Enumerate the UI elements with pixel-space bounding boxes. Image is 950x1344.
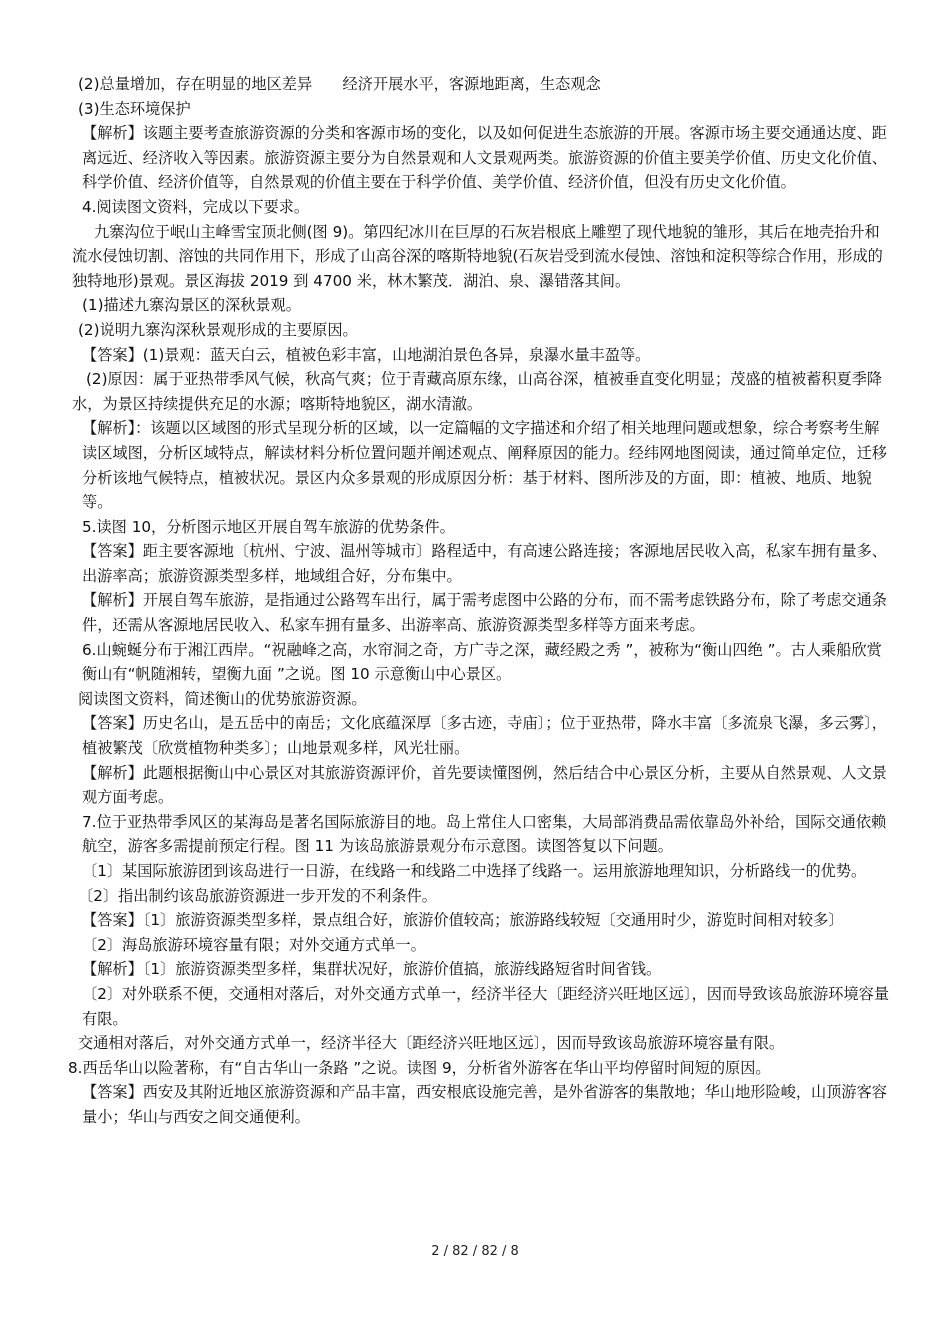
paragraph-18: 7.位于亚热带季风区的某海岛是著名国际旅游目的地。岛上常住人口密集，大局部消费品需依靠岛外补给，国际交通依赖航空，游客多需提前预定行程。图 11 为该岛旅游景观分布示意图。读图答复以下问题。: [82, 812, 887, 856]
paragraph-15: 阅读图文资料，简述衡山的优势旅游资源。: [78, 689, 367, 708]
paragraph-23: 【解析】〔1〕旅游资源类型多样，集群状况好，旅游价值搞，旅游线路短省时间省钱。: [82, 960, 662, 979]
paragraph-22: 〔2〕海岛旅游环境容量有限；对外交通方式单一。: [82, 935, 426, 954]
paragraph-17: 【解析】此题根据衡山中心景区对其旅游资源评价，首先要读懂图例，然后结合中心景区分析，主要从自然景观、人文景观方面考虑。: [82, 763, 887, 807]
paragraph-21: 【答案】〔1〕旅游资源类型多样，景点组合好，旅游价值较高；旅游路线较短〔交通用时少，游览时间相对较多〕: [82, 911, 844, 930]
paragraph-1: (2)总量增加，存在明显的地区差异 经济开展水平，客源地距离，生态观念: [78, 75, 601, 93]
paragraph-4: 4.阅读图文资料，完成以下要求。: [82, 197, 310, 216]
paragraph-11: 5.读图 10，分析图示地区开展自驾车旅游的优势条件。: [82, 517, 455, 536]
paragraph-27: 【答案】西安及其附近地区旅游资源和产品丰富，西安根底设施完善，是外省游客的集散地；华山地形险峻，山顶游客容量小；华山与西安之间交通便利。: [82, 1083, 887, 1126]
paragraph-2: (3)生态环境保护: [78, 99, 191, 118]
paragraph-19: 〔1〕某国际旅游团到该岛进行一日游，在线路一和线路二中选择了线路一。运用旅游地理知识，分析路线一的优势。: [82, 862, 867, 880]
paragraph-25: 交通相对落后，对外交通方式单一，经济半径大〔距经济兴旺地区远〕，因而导致该岛旅游环境容量有限。: [78, 1034, 785, 1053]
paragraph-8: 【答案】(1)景观：蓝天白云，植被色彩丰富，山地湖泊景色各异，泉瀑水量丰盈等。: [82, 345, 651, 364]
paragraph-5: 九寨沟位于岷山主峰雪宝顶北侧(图 9)。第四纪冰川在巨厚的石灰岩根底上雕塑了现代地貌的雏形，其后在地壳抬升和流水侵蚀切割、溶蚀的共同作用下，形成了山高谷深的喀斯特地貌(石灰岩受到流水侵蚀、溶蚀和淀积等综合作用，形成的独特地形)景观。景区海拔 2019 到 4700 米，林木繁茂．湖泊、泉、瀑错落其间。: [72, 222, 883, 290]
page-number: 2 / 82 / 82 / 8: [431, 1244, 519, 1259]
paragraph-9: (2)原因：属于亚热带季风气候，秋高气爽；位于青藏高原东缘，山高谷深，植被垂直变化明显；茂盛的植被蓄积夏季降水，为景区持续提供充足的水源；喀斯特地貌区，湖水清澈。: [72, 370, 883, 413]
paragraph-12: 【答案】距主要客源地〔杭州、宁波、温州等城市〕路程适中，有高速公路连接；客源地居民收入高，私家车拥有量多、出游率高；旅游资源类型多样，地域组合好，分布集中。: [82, 542, 887, 585]
paragraph-13: 【解析】开展自驾车旅游，是指通过公路驾车出行，属于需考虑图中公路的分布，而不需考虑铁路分布，除了考虑交通条件，还需从客源地居民收入、私家车拥有量多、出游率高、旅游资源类型多样等方面来考虑。: [82, 591, 887, 635]
paragraph-3: 【解析】该题主要考查旅游资源的分类和客源市场的变化，以及如何促进生态旅游的开展。客源市场主要交通通达度、距离远近、经济收入等因素。旅游资源主要分为自然景观和人文景观两类。旅游资源的价值主要美学价值、历史文化价值、科学价值、经济价值等，自然景观的价值主要在于科学价值、美学价值、经济价值，但没有历史文化价值。: [82, 124, 887, 192]
paragraph-7: (2)说明九寨沟深秋景观形成的主要原因。: [78, 320, 358, 339]
paragraph-14: 6.山蜿蜒分布于湘江西岸。“祝融峰之高，水帘洞之奇，方广寺之深，藏经殿之秀 ”，被称为“衡山四绝 ”。古人乘船欣赏衡山有“帆随湘转，望衡九面 ”之说。图 10 示意衡山中心景区。: [82, 640, 882, 684]
paragraph-16: 【答案】历史名山，是五岳中的南岳；文化底蕴深厚〔多古迹，寺庙〕；位于亚热带，降水丰富〔多流泉飞瀑，多云雾〕，植被繁茂〔欣赏植物种类多〕；山地景观多样，风光壮丽。: [82, 714, 887, 758]
paragraph-10: 【解析】：该题以区域图的形式呈现分析的区域，以一定篇幅的文字描述和介绍了相关地理问题或想象，综合考察考生解读区域图，分析区域特点，解读材料分析位置问题并阐述观点、阐释原因的能力。经纬网地图阅读，通过简单定位，迁移分析该地气候特点，植被状况。景区内众多景观的形成原因分析：基于材料、图所涉及的方面，即：植被、地质、地貌等。: [82, 419, 887, 512]
paragraph-6: (1)描述九寨沟景区的深秋景观。: [82, 296, 301, 315]
document-body: [68, 72, 890, 1130]
paragraph-20: 〔2〕指出制约该岛旅游资源进一步开发的不利条件。: [78, 886, 437, 905]
paragraph-26: 8.西岳华山以险著称，有“自古华山一条路 ”之说。读图 9，分析省外游客在华山平均停留时间短的原因。: [68, 1058, 771, 1077]
paragraph-24: 〔2〕对外联系不便，交通相对落后，对外交通方式单一，经济半径大〔距经济兴旺地区远〕，因而导致该岛旅游环境容量有限。: [82, 984, 890, 1028]
